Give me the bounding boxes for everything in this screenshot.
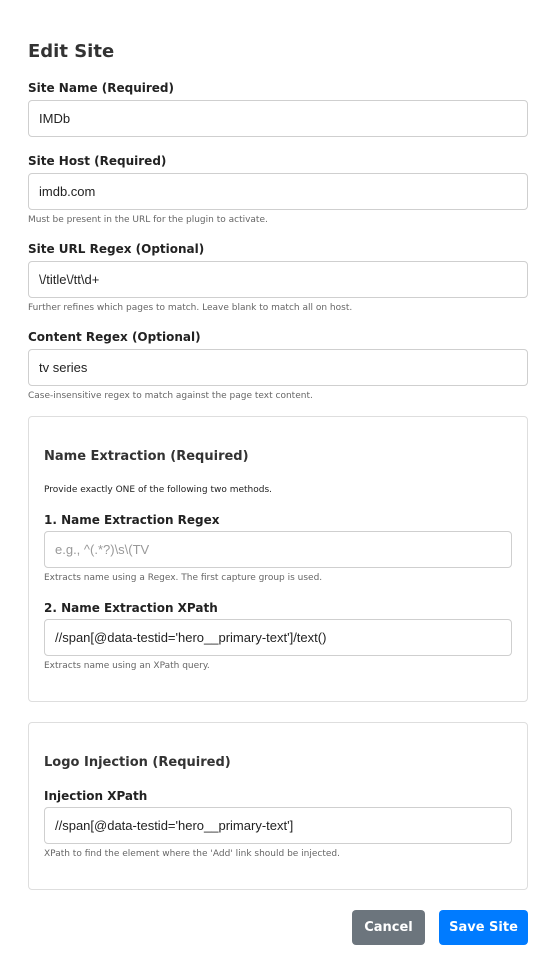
injection-xpath-label: Injection XPath (44, 789, 148, 803)
logo-injection-title: Logo Injection (Required) (44, 755, 231, 770)
name-extraction-title: Name Extraction (Required) (44, 449, 249, 464)
injection-xpath-input[interactable] (44, 807, 512, 844)
save-site-button[interactable]: Save Site (439, 910, 528, 945)
name-extraction-xpath-help: Extracts name using an XPath query. (44, 661, 210, 671)
content-regex-input[interactable] (28, 349, 528, 386)
injection-xpath-help: XPath to find the element where the 'Add' link should be injected. (44, 849, 341, 859)
page-title: Edit Site (28, 41, 115, 62)
name-extraction-regex-help: Extracts name using a Regex. The first capture group is used. (44, 573, 323, 583)
site-host-label: Site Host (Required) (28, 154, 167, 168)
name-extraction-regex-input[interactable] (44, 531, 512, 568)
name-extraction-description: Provide exactly ONE of the following two methods. (44, 485, 273, 495)
name-extraction-section (28, 416, 528, 702)
content-regex-label: Content Regex (Optional) (28, 330, 201, 344)
site-name-label: Site Name (Required) (28, 81, 175, 95)
name-extraction-regex-label: 1. Name Extraction Regex (44, 513, 220, 527)
name-extraction-xpath-label: 2. Name Extraction XPath (44, 601, 218, 615)
content-regex-help: Case-insensitive regex to match against the page text content. (28, 391, 313, 401)
cancel-button[interactable]: Cancel (352, 910, 425, 945)
site-url-regex-help: Further refines which pages to match. Leave blank to match all on host. (28, 303, 353, 313)
site-url-regex-label: Site URL Regex (Optional) (28, 242, 205, 256)
site-url-regex-input[interactable] (28, 261, 528, 298)
site-host-help: Must be present in the URL for the plugin to activate. (28, 215, 268, 225)
logo-injection-section (28, 722, 528, 890)
site-name-input[interactable] (28, 100, 528, 137)
site-host-input[interactable] (28, 173, 528, 210)
name-extraction-xpath-input[interactable] (44, 619, 512, 656)
